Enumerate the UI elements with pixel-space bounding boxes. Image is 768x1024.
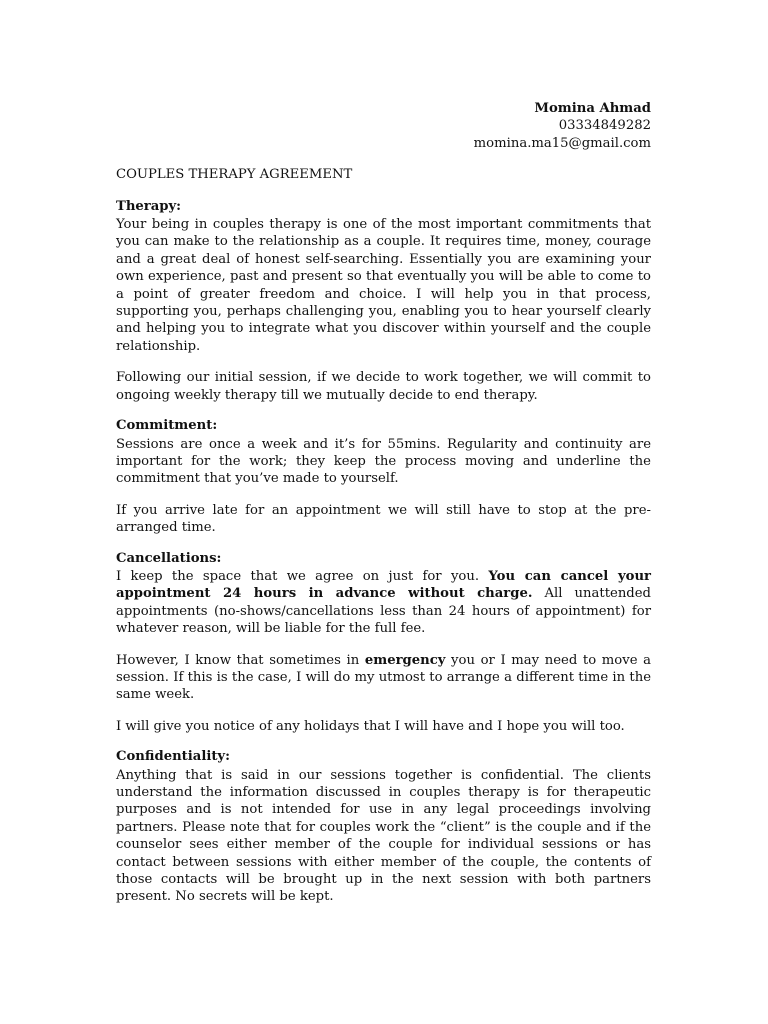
therapy-paragraph-1: Your being in couples therapy is one of the most important commitments that you can make to the relationship as a couple. It requires time, money, courage and a great deal of honest self-searching. Essentially you are examining your own experience, past and present so that eventually you will be able to come to a point of greater freedom and choice. I will help you in that process, supporting you, perhaps challenging you, enabling you to hear yourself clearly and helping you to integrate what you discover within yourself and the couple relationship. (116, 217, 651, 354)
cancellations-p1-text-a: I keep the space that we agree on just for you. (116, 568, 489, 584)
document-title: COUPLES THERAPY AGREEMENT (116, 167, 353, 183)
contact-header (116, 100, 651, 152)
author-name: Momina Ahmad (534, 101, 651, 116)
section-commitment (116, 417, 651, 536)
author-email: momina.ma15@gmail.com (473, 135, 651, 151)
confidentiality-heading: Confidentiality: (116, 749, 230, 765)
section-cancellations (116, 550, 651, 736)
cancellations-p2-text-a: However, I know that sometimes in (116, 652, 365, 668)
section-therapy (116, 198, 651, 404)
cancellations-paragraph-1 (116, 568, 651, 638)
therapy-heading: Therapy: (116, 198, 182, 214)
author-phone: 03334849282 (558, 118, 651, 134)
commitment-paragraph-1: Sessions are once a week and it’s for 55mins. Regularity and continuity are important for the work; they keep the process moving and underline the commitment that you’ve made to yourself. (116, 436, 651, 487)
cancellations-p1-bold: You can cancel your appointment 24 hours in advance without charge. (116, 568, 651, 602)
cancellations-p1-text-b: All unattended appointments (no-shows/cancellations less than 24 hours of appointment) for whatever reason, will be liable for the full fee. (116, 586, 651, 637)
cancellations-heading: Cancellations: (116, 550, 222, 566)
commitment-heading: Commitment: (116, 418, 218, 434)
cancellations-paragraph-2 (116, 652, 651, 704)
cancellations-p2-text-b: you or I may need to move a session. If this is the case, I will do my utmost to arrange a different time in the same week. (116, 652, 651, 703)
therapy-paragraph-2: Following our initial session, if we decide to work together, we will commit to ongoing weekly therapy till we mutually decide to end therapy. (116, 370, 651, 403)
section-confidentiality (116, 748, 651, 906)
commitment-paragraph-2: If you arrive late for an appointment we will still have to stop at the pre-arranged time. (116, 502, 651, 536)
document-page (116, 100, 651, 920)
cancellations-p2-bold: emergency (364, 652, 446, 668)
cancellations-paragraph-3: I will give you notice of any holidays that I will have and I hope you will too. (116, 718, 625, 734)
confidentiality-paragraph-1: Anything that is said in our sessions together is confidential. The clients understand the information discussed in couples therapy is for therapeutic purposes and is not intended for use in any legal proceedings involving partners. Please note that for couples work the “client” is the couple and if the counselor sees either member of the couple for individual sessions or has contact between sessions with either member of the couple, the contents of those contacts will be brought up in the next session with both partners present. No secrets will be kept. (116, 767, 651, 905)
